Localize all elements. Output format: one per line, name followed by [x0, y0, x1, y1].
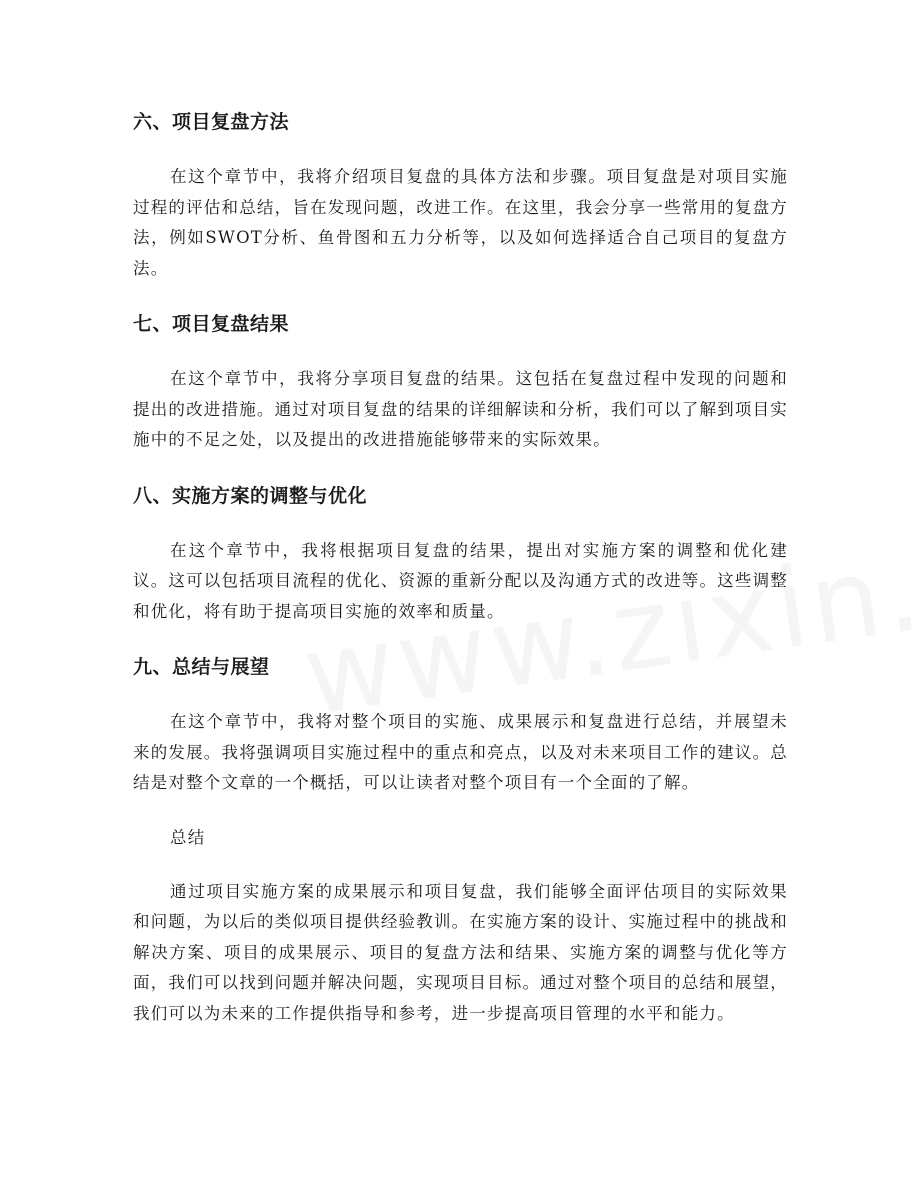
summary-title: 总结	[170, 827, 206, 847]
section-heading-8: 八、实施方案的调整与优化	[133, 484, 368, 507]
section-heading-9: 九、总结与展望	[133, 656, 270, 678]
section-paragraph-6: 在这个章节中，我将介绍项目复盘的具体方法和步骤。项目复盘是对项目实施过程的评估和总结，旨在发现问题，改进工作。在这里，我会分享一些常用的复盘方法，例如SWOT分析、鱼骨图和五力分析等，以及如何选择适合自己项目的复盘方法。	[133, 167, 788, 278]
section-paragraph-8: 在这个章节中，我将根据项目复盘的结果，提出对实施方案的调整和优化建议。这可以包括项目流程的优化、资源的重新分配以及沟通方式的改进等。这些调整和优化，将有助于提高项目实施的效率和质量。	[133, 540, 788, 621]
summary-paragraph: 通过项目实施方案的成果展示和项目复盘，我们能够全面评估项目的实际效果和问题，为以后的类似项目提供经验教训。在实施方案的设计、实施过程中的挑战和解决方案、项目的成果展示、项目的复盘方法和结果、实施方案的调整与优化等方面，我们可以找到问题并解决问题，实现项目目标。通过对整个项目的总结和展望，我们可以为未来的工作提供指导和参考，进一步提高项目管理的水平和能力。	[133, 881, 788, 1023]
section-heading-7: 七、项目复盘结果	[133, 313, 290, 335]
section-paragraph-7: 在这个章节中，我将分享项目复盘的结果。这包括在复盘过程中发现的问题和提出的改进措施。通过对项目复盘的结果的详细解读和分析，我们可以了解到项目实施中的不足之处，以及提出的改进措施能够带来的实际效果。	[133, 369, 788, 449]
section-heading-6: 六、项目复盘方法	[133, 111, 290, 133]
document-content	[133, 106, 788, 1053]
section-paragraph-9: 在这个章节中，我将对整个项目的实施、成果展示和复盘进行总结，并展望未来的发展。我将强调项目实施过程中的重点和亮点，以及对未来项目工作的建议。总结是对整个文章的一个概括，可以让读者对整个项目有一个全面的了解。	[133, 712, 788, 792]
